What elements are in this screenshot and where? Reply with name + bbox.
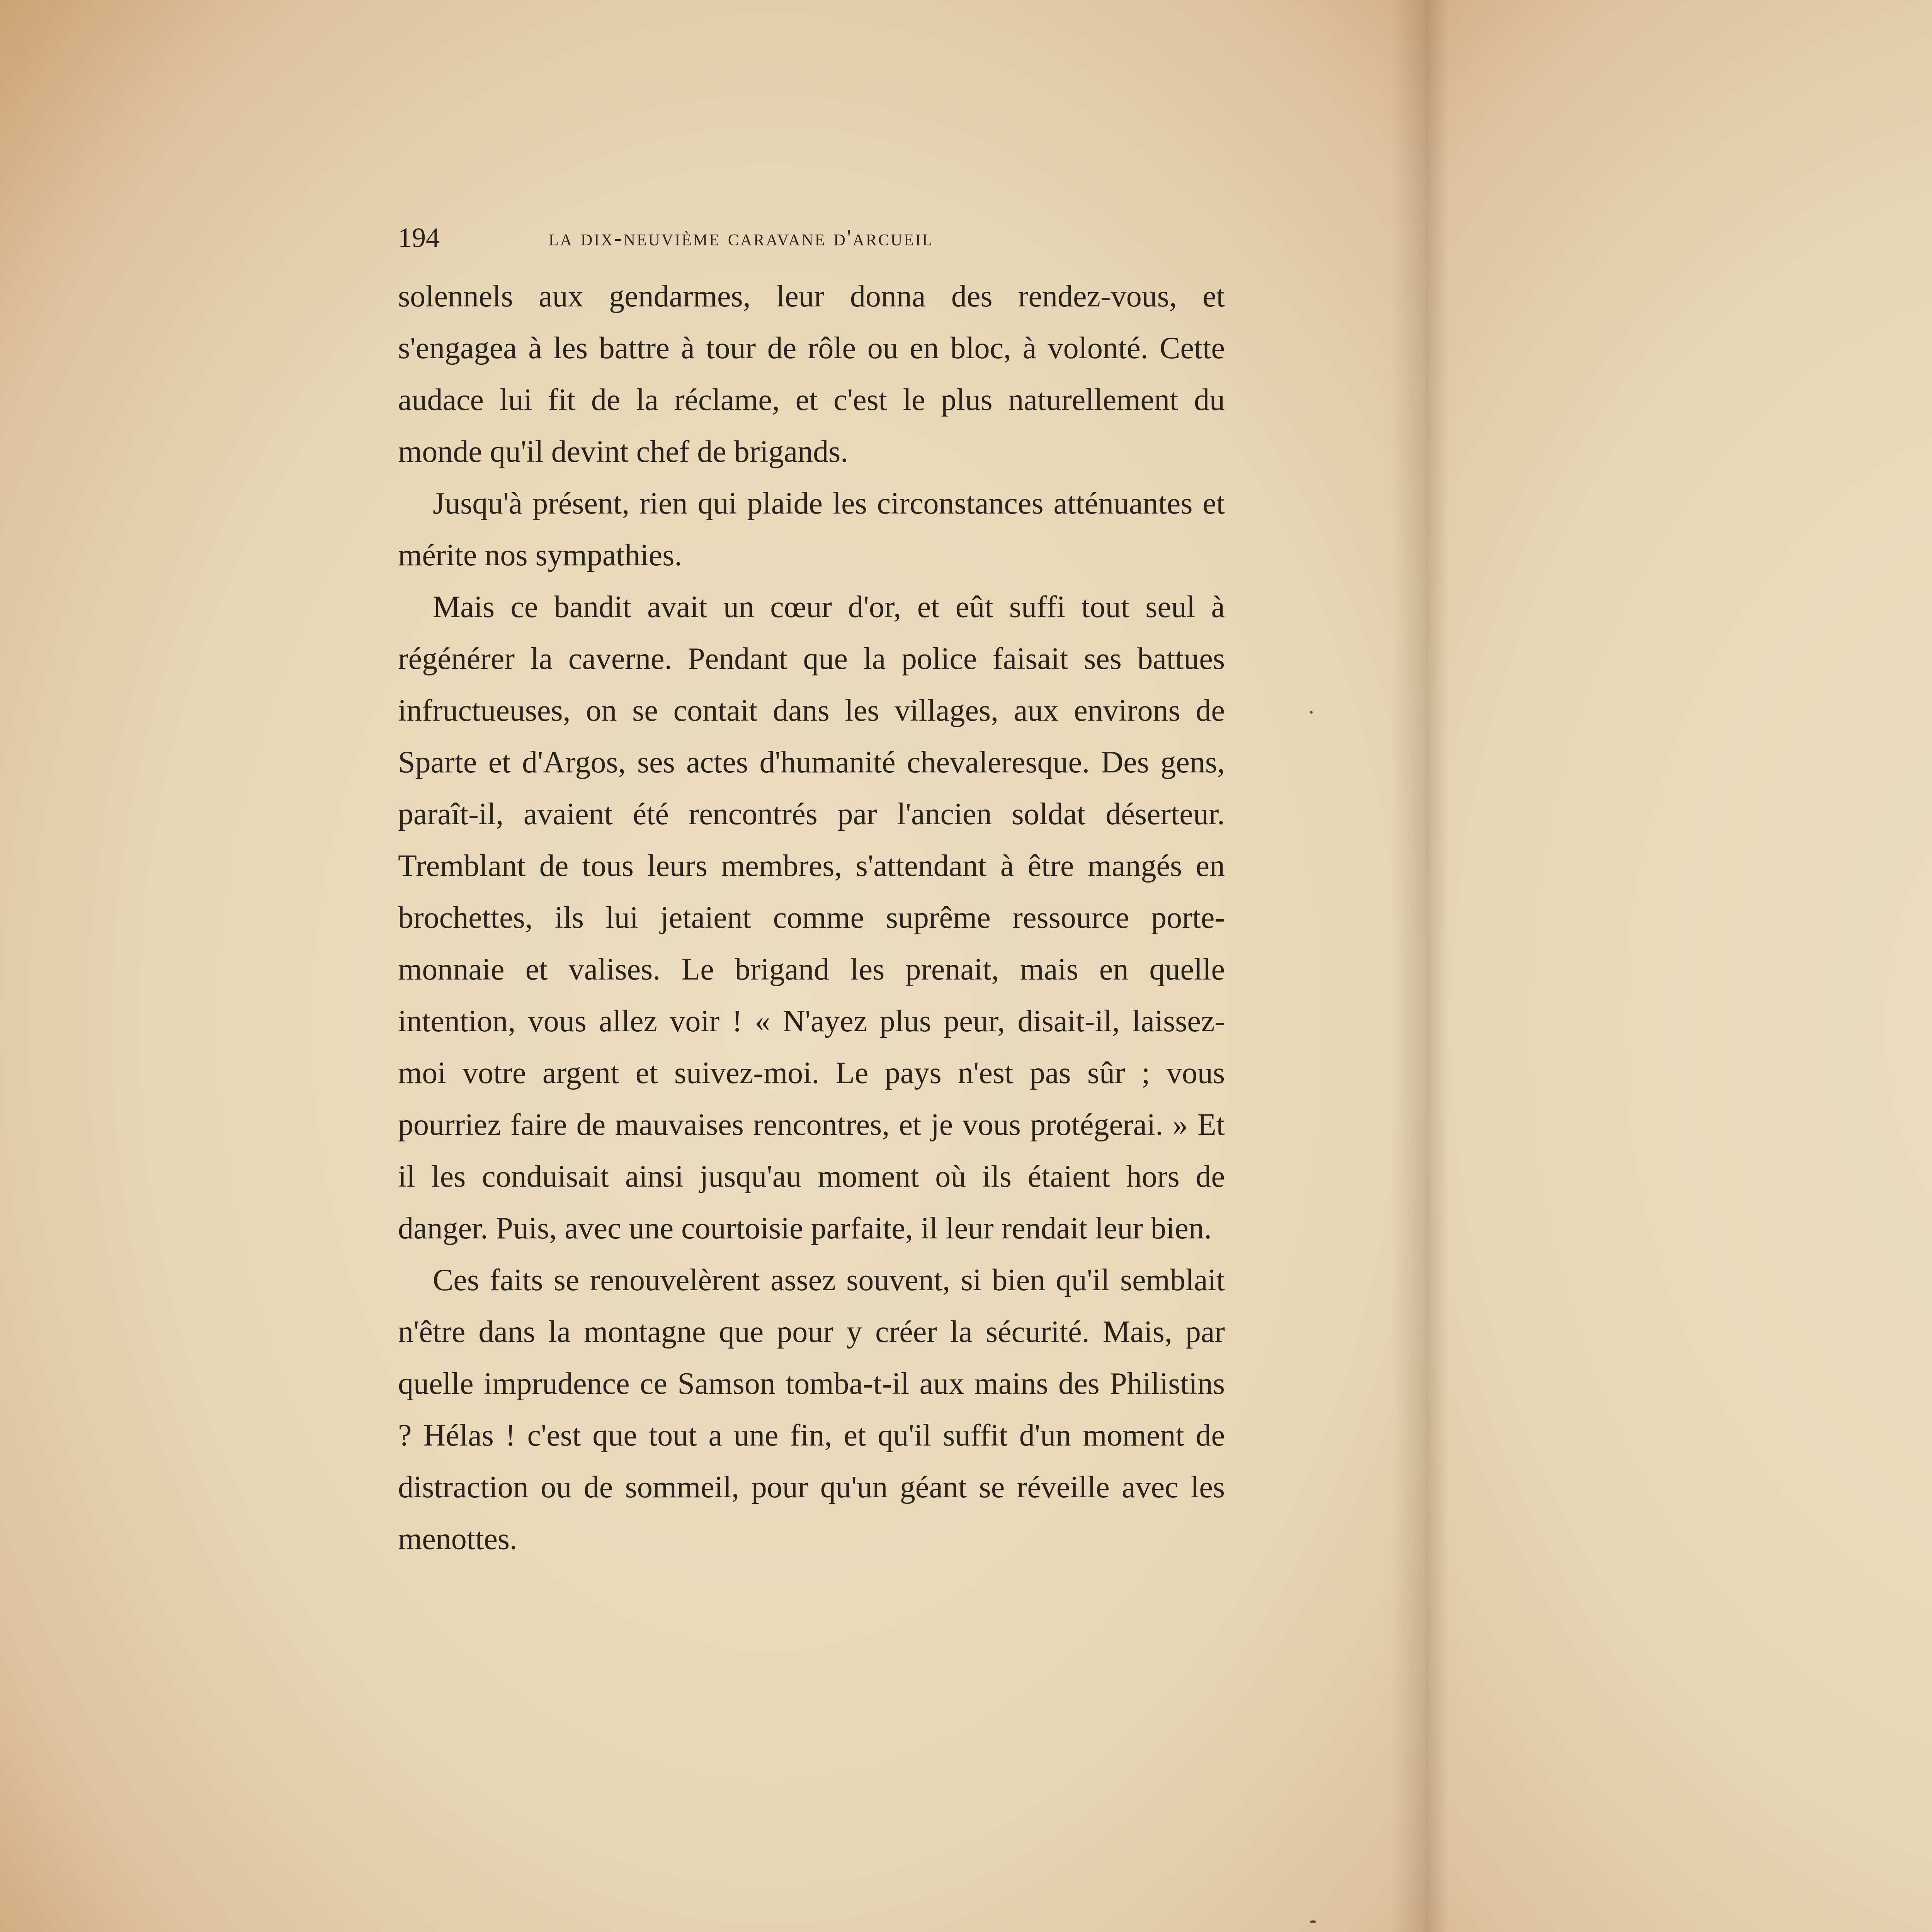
page-number: 194 — [398, 222, 440, 253]
running-head-title: la dix-neuvième caravane d'arcueil — [549, 225, 934, 250]
paper-speck — [1310, 1920, 1316, 1923]
left-text-block — [398, 270, 1225, 1565]
paragraph: Mais ce bandit avait un cœur d'or, et eût suffi tout seul à régénérer la caverne. Pendant que la police faisait ses battues infructueuses, on se contait dans les villages, aux environs de Sparte et d'Argos, ses actes d'humanité chevaleresque. Des gens, paraît-il, avaient été rencontrés par l'ancien soldat déserteur. Tremblant de tous leurs membres, s'attendant à être mangés en brochettes, ils lui jetaient comme suprême ressource porte-monnaie et valises. Le brigand les prenait, mais en quelle intention, vous allez voir ! « N'ayez plus peur, disait-il, laissez-moi votre argent et suivez-moi. Le pays n'est pas sûr ; vous pourriez faire de mauvaises rencontres, et je vous protégerai. » Et il les conduisait ainsi jusqu'au moment où ils étaient hors de danger. Puis, avec une courtoisie parfaite, il leur rendait leur bien. — [398, 590, 1225, 1245]
paragraph: solennels aux gendarmes, leur donna des rendez-vous, et s'engagea à les battre à tour de rôle ou en bloc, à volonté. Cette audace lui fit de la réclame, et c'est le plus naturellement du monde qu'il devint chef de brigands. — [398, 279, 1225, 469]
paragraph: Jusqu'à présent, rien qui plaide les circonstances atténuantes et mérite nos sympathies. — [398, 486, 1225, 572]
right-page — [1426, 0, 1932, 1932]
paragraph: Ces faits se renouvelèrent assez souvent, si bien qu'il semblait n'être dans la montagne que pour y créer la sécurité. Mais, par quelle imprudence ce Samson tomba-t-il aux mains des Philistins ? Hélas ! c'est que tout a une fin, et qu'il suffit d'un moment de distraction ou de sommeil, pour qu'un géant se réveille avec les menottes. — [398, 1263, 1225, 1556]
paper-speck — [1310, 711, 1313, 714]
left-running-head — [398, 220, 1229, 255]
gutter-shadow — [1426, 0, 1449, 1932]
gutter-shadow — [1391, 0, 1426, 1932]
